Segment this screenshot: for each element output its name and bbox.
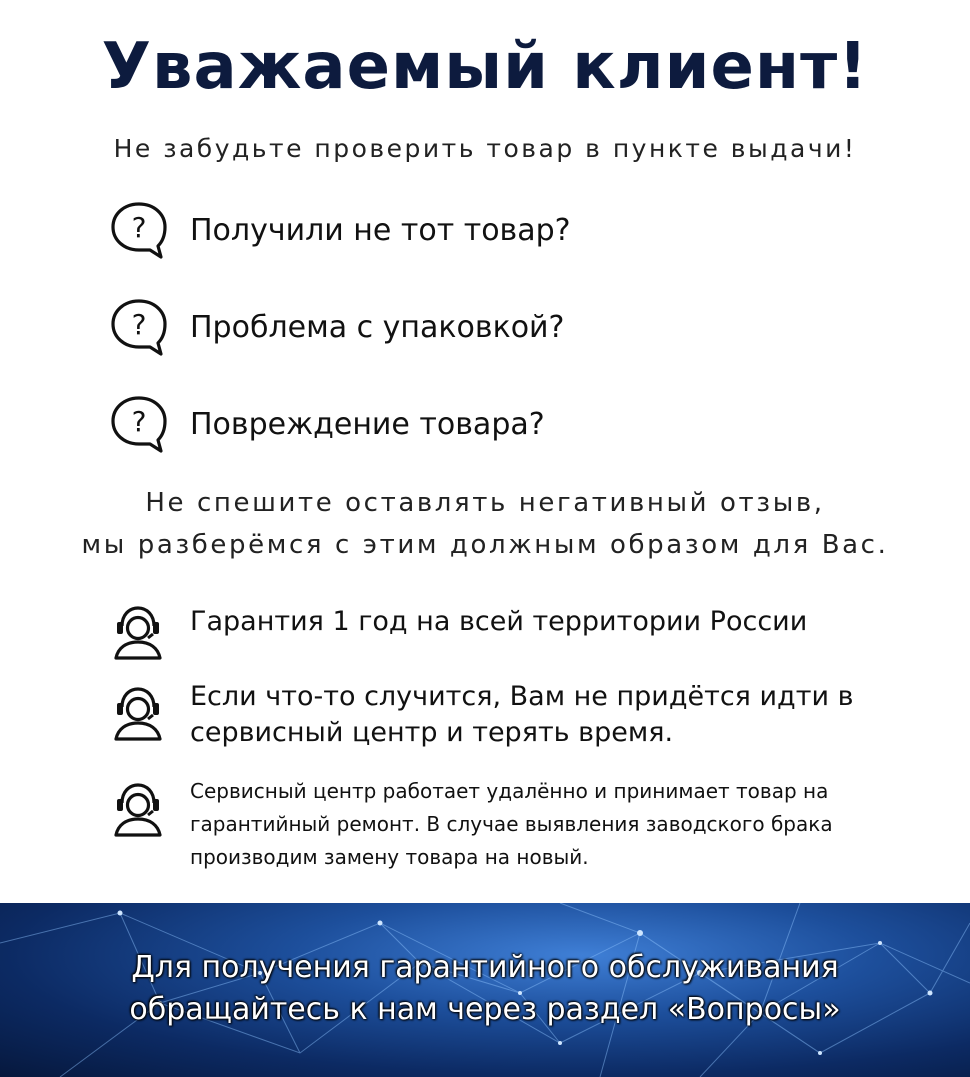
support-agent-icon	[112, 685, 164, 741]
svg-text:?: ?	[131, 211, 147, 244]
question-item	[108, 297, 564, 357]
svg-text:?: ?	[131, 308, 147, 341]
feature-text: Гарантия 1 год на всей территории России	[190, 606, 808, 637]
feature-item	[112, 604, 807, 660]
page-title: Уважаемый клиент!	[101, 30, 869, 104]
feature-text: Если что-то случится, Вам не придётся идти в сервисный центр и терять время.	[190, 681, 854, 748]
question-text: Получили не тот товар?	[190, 212, 571, 248]
feature-item	[112, 775, 910, 874]
question-text: Проблема с упаковкой?	[190, 309, 565, 345]
question-text: Повреждение товара?	[190, 406, 545, 442]
note-line-1: Не спешите оставлять негативный отзыв,	[145, 488, 825, 518]
support-agent-icon	[112, 604, 164, 660]
question-bubble-icon	[108, 200, 170, 260]
banner-line-2: обращайтесь к нам через раздел «Вопросы»	[129, 992, 841, 1027]
feature-item	[112, 679, 890, 751]
question-bubble-icon	[108, 394, 170, 454]
question-item	[108, 394, 545, 454]
page-subtitle: Не забудьте проверить товар в пункте выдачи!	[113, 134, 857, 163]
question-bubble-icon	[108, 297, 170, 357]
support-agent-icon	[112, 781, 164, 837]
feature-text: Сервисный центр работает удалённо и принимает товар на гарантийный ремонт. В случае выявления заводского брака производим замену товара на новый.	[190, 779, 833, 869]
banner-line-1: Для получения гарантийного обслуживания	[131, 950, 839, 985]
contact-banner	[0, 903, 970, 1077]
svg-text:?: ?	[131, 405, 147, 438]
note-line-2: мы разберёмся с этим должным образом для Вас.	[81, 530, 889, 560]
question-item	[108, 200, 571, 260]
